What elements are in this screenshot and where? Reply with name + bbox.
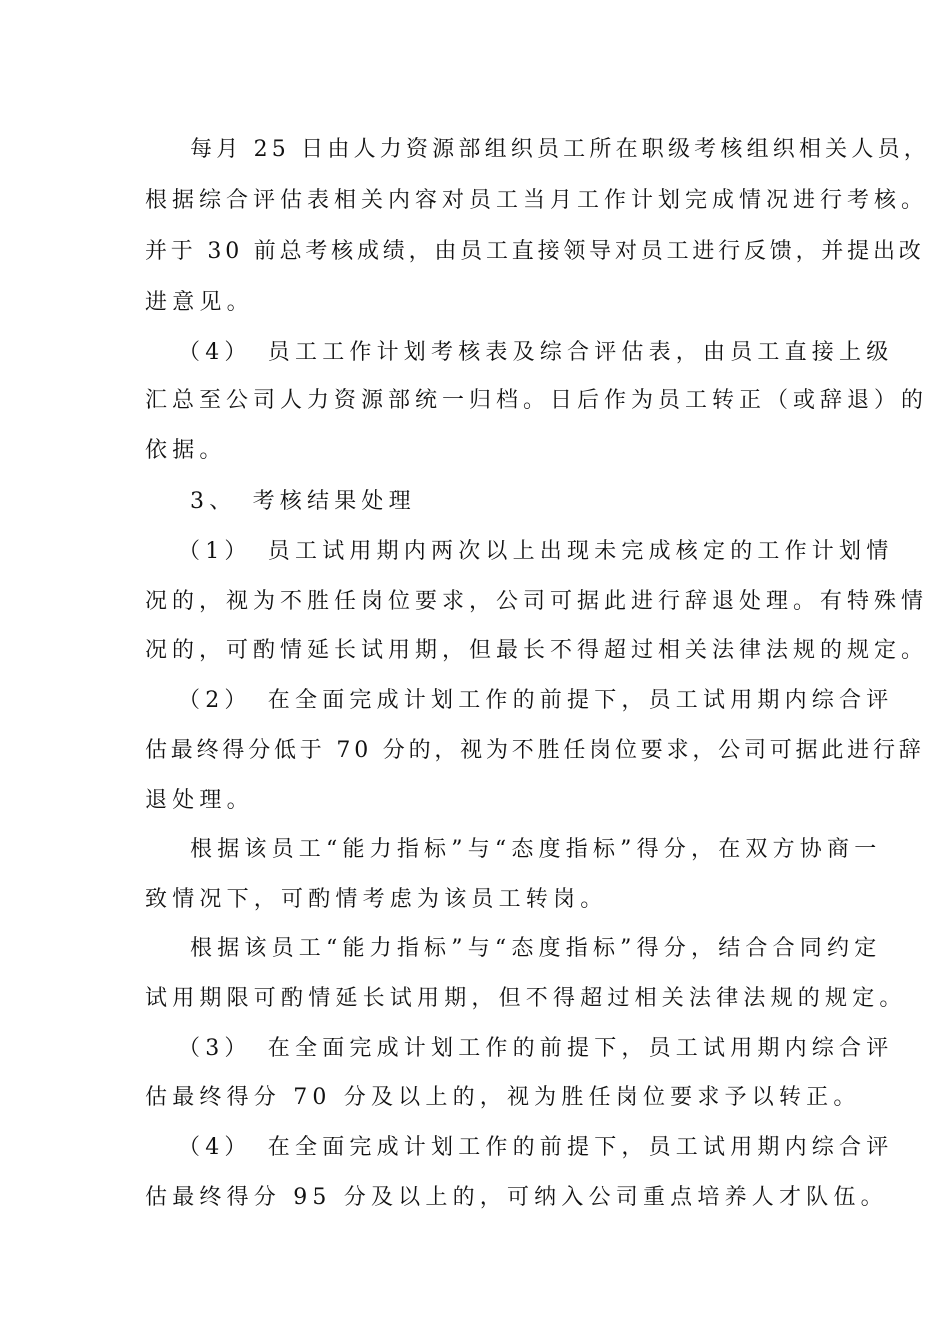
paragraph-line: 况的，视为不胜任岗位要求，公司可据此进行辞退处理。有特殊情 bbox=[145, 589, 929, 614]
paragraph-line: （4） 在全面完成计划工作的前提下，员工试用期内综合评 bbox=[178, 1135, 894, 1160]
paragraph-line: 并于 30 前总考核成绩，由员工直接领导对员工进行反馈，并提出改 bbox=[145, 239, 925, 264]
paragraph-line: 根据该员工“能力指标”与“态度指标”得分，结合合同约定 bbox=[190, 936, 882, 961]
section-heading: 3、 考核结果处理 bbox=[190, 489, 416, 514]
paragraph-line: 估最终得分低于 70 分的，视为不胜任岗位要求，公司可据此进行辞 bbox=[145, 738, 925, 763]
paragraph-line: （4） 员工工作计划考核表及综合评估表，由员工直接上级 bbox=[178, 340, 894, 365]
paragraph-line: 进意见。 bbox=[145, 290, 254, 315]
paragraph-line: （2） 在全面完成计划工作的前提下，员工试用期内综合评 bbox=[178, 688, 894, 713]
paragraph-line: （1） 员工试用期内两次以上出现未完成核定的工作计划情 bbox=[178, 539, 894, 564]
paragraph-line: 每月 25 日由人力资源部组织员工所在职级考核组织相关人员， bbox=[190, 137, 930, 162]
paragraph-line: 况的，可酌情延长试用期，但最长不得超过相关法律法规的规定。 bbox=[145, 638, 929, 663]
paragraph-line: 估最终得分 95 分及以上的，可纳入公司重点培养人才队伍。 bbox=[145, 1185, 888, 1210]
paragraph-line: 致情况下，可酌情考虑为该员工转岗。 bbox=[145, 887, 608, 912]
paragraph-line: 根据该员工“能力指标”与“态度指标”得分，在双方协商一 bbox=[190, 837, 882, 862]
paragraph-line: 汇总至公司人力资源部统一归档。日后作为员工转正（或辞退）的 bbox=[145, 388, 929, 413]
paragraph-line: 依据。 bbox=[145, 438, 227, 463]
paragraph-line: 估最终得分 70 分及以上的，视为胜任岗位要求予以转正。 bbox=[145, 1085, 861, 1110]
paragraph-line: 试用期限可酌情延长试用期，但不得超过相关法律法规的规定。 bbox=[145, 986, 907, 1011]
paragraph-line: （3） 在全面完成计划工作的前提下，员工试用期内综合评 bbox=[178, 1036, 894, 1061]
paragraph-line: 退处理。 bbox=[145, 788, 254, 813]
paragraph-line: 根据综合评估表相关内容对员工当月工作计划完成情况进行考核。 bbox=[145, 188, 929, 213]
